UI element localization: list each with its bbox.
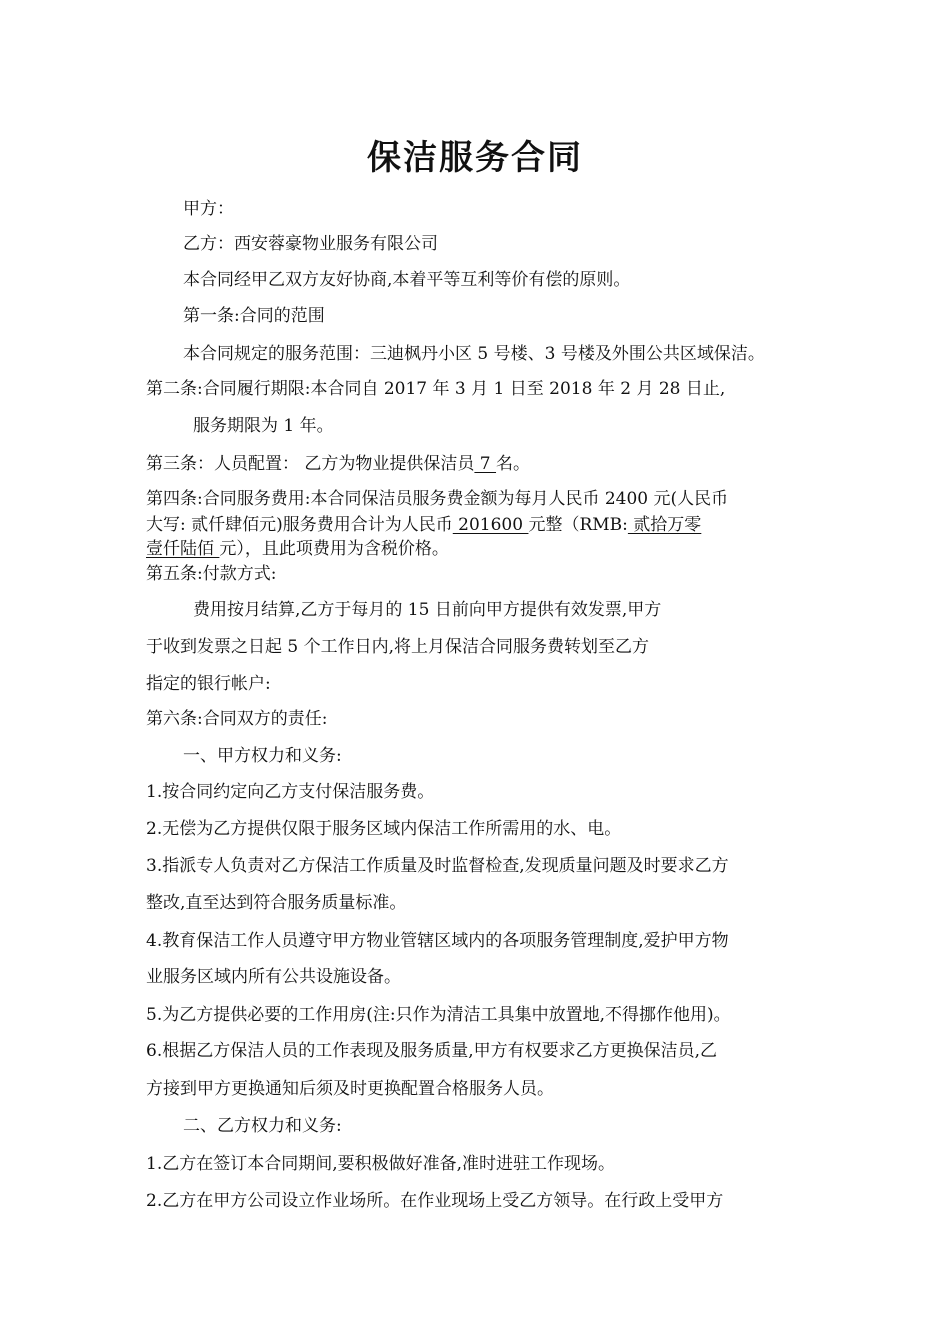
- article3-line: [146, 453, 530, 475]
- party-a-duty-2: 2.无偿为乙方提供仅限于服务区域内保洁工作所需用的水、电。: [146, 819, 622, 839]
- party-a-duty-3-line2: 整改,直至达到符合服务质量标准。: [146, 893, 407, 913]
- article4-tax-note: 元），且此项费用为含税价格。: [219, 539, 449, 559]
- article5-line3: 指定的银行帐户:: [146, 674, 271, 694]
- article4-line2-text: 大写: 贰仟肆佰元)服务费用合计为人民币: [146, 515, 453, 535]
- article5-heading: 第五条:付款方式:: [146, 564, 277, 584]
- intro-paragraph: 本合同经甲乙双方友好协商,本着平等互利等价有偿的原则。: [183, 270, 631, 290]
- document-title: 保洁服务合同: [367, 138, 583, 178]
- article4-line1: 第四条:合同服务费用:本合同保洁员服务费金额为每月人民币 2400 元(人民币: [146, 489, 729, 509]
- staff-count: 7: [474, 454, 497, 474]
- party-b-duty-2: 2.乙方在甲方公司设立作业场所。在作业现场上受乙方领导。在行政上受甲方: [146, 1191, 724, 1211]
- article3-suffix: 名。: [496, 454, 531, 474]
- article2-line2: 服务期限为 1 年。: [193, 416, 334, 436]
- party-b-line: 乙方：西安蓉豪物业服务有限公司: [183, 234, 438, 254]
- article3-prefix: 第三条：人员配置： 乙方为物业提供保洁员: [146, 454, 475, 474]
- party-a-duty-1: 1.按合同约定向乙方支付保洁服务费。: [146, 782, 435, 802]
- party-a-duty-6-line2: 方接到甲方更换通知后须及时更换配置合格服务人员。: [146, 1079, 554, 1099]
- article4-line3: [146, 538, 449, 560]
- total-amount-uppercase-part1: 贰拾万零: [627, 515, 702, 535]
- party-a-duties-heading: 一、甲方权力和义务:: [183, 746, 342, 766]
- article1-heading: 第一条:合同的范围: [183, 306, 325, 326]
- article5-line1: 费用按月结算,乙方于每月的 15 日前向甲方提供有效发票,甲方: [193, 600, 662, 620]
- article2-line1: 第二条:合同履行期限:本合同自 2017 年 3 月 1 日至 2018 年 2 月 28 日止,: [146, 379, 726, 399]
- party-b-duty-1: 1.乙方在签订本合同期间,要积极做好准备,准时进驻工作现场。: [146, 1154, 616, 1174]
- article4-rmb-label: 元整（RMB:: [528, 515, 628, 535]
- article6-heading: 第六条:合同双方的责任:: [146, 709, 328, 729]
- article1-scope: 本合同规定的服务范围：三迪枫丹小区 5 号楼、3 号楼及外围公共区域保洁。: [183, 344, 765, 364]
- party-a-duty-3-line1: 3.指派专人负责对乙方保洁工作质量及时监督检查,发现质量问题及时要求乙方: [146, 856, 729, 876]
- party-a-duty-6-line1: 6.根据乙方保洁人员的工作表现及服务质量,甲方有权要求乙方更换保洁员,乙: [146, 1041, 718, 1061]
- party-b-duties-heading: 二、乙方权力和义务:: [183, 1116, 342, 1136]
- party-a-line: 甲方：: [183, 199, 234, 219]
- total-amount-uppercase-part2: 壹仟陆佰: [146, 539, 220, 559]
- article4-line2: [146, 514, 701, 536]
- total-amount: 201600: [452, 515, 529, 535]
- party-a-duty-5: 5.为乙方提供必要的工作用房(注:只作为清洁工具集中放置地,不得挪作他用)。: [146, 1005, 731, 1025]
- party-a-duty-4-line2: 业服务区域内所有公共设施设备。: [146, 967, 401, 987]
- party-a-duty-4-line1: 4.教育保洁工作人员遵守甲方物业管辖区域内的各项服务管理制度,爱护甲方物: [146, 931, 729, 951]
- article5-line2: 于收到发票之日起 5 个工作日内,将上月保洁合同服务费转划至乙方: [146, 637, 650, 657]
